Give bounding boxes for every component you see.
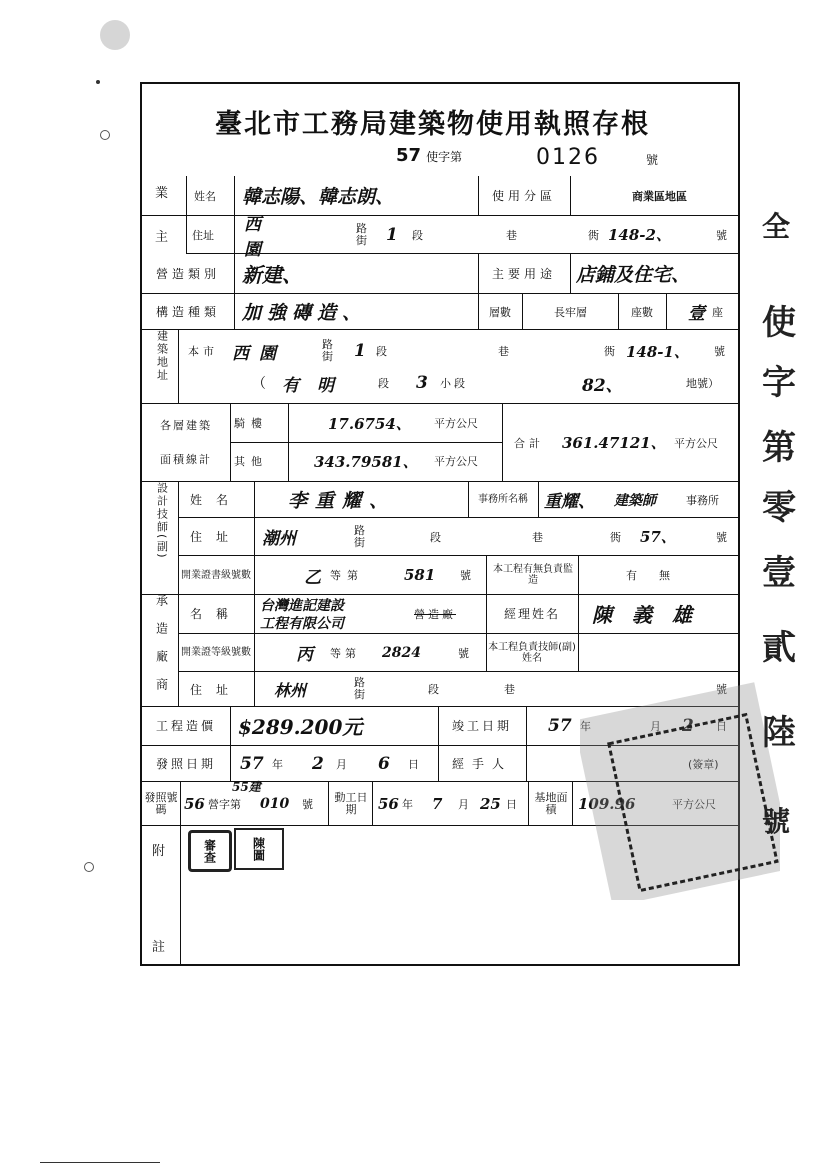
designer-no-label: 號 xyxy=(716,530,727,544)
site-no-label: 號 xyxy=(714,345,725,358)
owner-alley-label: 衖 xyxy=(588,228,599,242)
designer-office: 重耀、 xyxy=(544,492,595,512)
owner-road-label: 路 街 xyxy=(356,221,367,247)
build-permit-year: 56 xyxy=(184,794,205,813)
side-seal-char: 全 xyxy=(762,210,791,243)
completion-year-label: 年 xyxy=(580,719,591,733)
designer-license-label: 開業證書級號數 xyxy=(181,569,251,581)
site-lot-sub-label: 小段 xyxy=(440,377,468,390)
cost-value: $289.200元 xyxy=(238,715,363,739)
site-row xyxy=(142,330,738,404)
site-alley-label: 衖 xyxy=(604,345,615,358)
base-area-unit: 平方公尺 xyxy=(672,797,716,811)
side-seal-char: 號 xyxy=(762,805,791,838)
build-permit-word: 營字第 xyxy=(208,797,241,811)
manager-label: 經理姓名 xyxy=(503,607,560,621)
site-label: 建築地址 xyxy=(155,330,169,382)
main-use-label: 主要用途 xyxy=(491,267,556,281)
start-year: 56 xyxy=(378,794,399,813)
side-seal-char: 零 xyxy=(762,488,796,528)
floors-label: 層數 xyxy=(489,305,511,319)
site-lot-section-label: 段 xyxy=(378,377,389,390)
owner-group-label xyxy=(142,176,186,254)
contractor-license-grade: 丙 xyxy=(296,645,313,665)
side-seal-char: 使 xyxy=(762,303,796,343)
other-value: 343.79581、 xyxy=(314,452,418,471)
permit-suffix: 號 xyxy=(646,153,659,167)
issue-month-label: 月 xyxy=(336,757,347,771)
cost-label: 工程造價 xyxy=(155,719,216,733)
total-value: 361.47121、 xyxy=(562,434,666,452)
start-year-label: 年 xyxy=(402,797,413,811)
contractor-section-label: 段 xyxy=(428,683,439,696)
review-stamp-text: 審查 xyxy=(202,839,217,863)
main-use-value: 店鋪及住宅、 xyxy=(576,264,691,286)
scan-speck xyxy=(100,20,130,50)
contractor-address-label: 住址 xyxy=(189,682,242,697)
units-label: 座數 xyxy=(631,305,653,319)
handler-label: 經手人 xyxy=(451,757,512,771)
construction-type-label: 營造類別 xyxy=(155,267,220,281)
floors-extra: 長牢層 xyxy=(554,305,587,319)
completion-label: 竣工日期 xyxy=(451,719,512,733)
designer-section xyxy=(142,482,738,595)
contractor-name-2: 工程有限公司 xyxy=(260,616,344,632)
remarks-label-top: 附 xyxy=(152,844,166,859)
scan-speck xyxy=(84,862,94,872)
other-unit: 平方公尺 xyxy=(434,455,478,468)
floor-area-label-2: 面積線計 xyxy=(160,453,212,466)
designer-section-label: 段 xyxy=(430,530,441,544)
arcade-unit: 平方公尺 xyxy=(434,417,478,430)
site-district: 西園 xyxy=(232,343,286,364)
site-lot-sub: 3 xyxy=(416,373,428,393)
permit-year: 57 xyxy=(396,145,422,166)
owner-address-label: 住址 xyxy=(192,228,214,242)
site-lot-area: 有明 xyxy=(282,375,352,396)
side-seal-char: 第 xyxy=(762,428,796,468)
designer-road-label: 路 街 xyxy=(354,523,365,549)
contractor-license-label: 開業證等級號數 xyxy=(181,647,251,658)
contractor-address-road: 林州 xyxy=(274,680,307,700)
owner-address-row xyxy=(186,214,738,260)
designer-alley-label: 衖 xyxy=(610,530,621,544)
base-area-value: 109.96 xyxy=(578,794,636,813)
owner-name-label: 姓名 xyxy=(194,189,216,203)
scan-speck xyxy=(96,80,100,84)
issue-year-label: 年 xyxy=(272,757,283,771)
seal-label: (簽章) xyxy=(688,757,719,771)
total-unit: 平方公尺 xyxy=(674,436,718,450)
start-month: 7 xyxy=(432,794,443,813)
owner-section-label: 段 xyxy=(412,228,423,242)
issue-year: 57 xyxy=(240,753,264,774)
scan-speck xyxy=(100,130,110,140)
site-lot-no: 82、 xyxy=(582,375,623,396)
owner-group-text-1: 業 xyxy=(155,186,169,201)
side-seal-char: 陸 xyxy=(762,713,796,753)
construction-type-value: 新建、 xyxy=(242,263,302,287)
designer-supervise-value: 有 無 xyxy=(626,569,670,582)
overlap-seal xyxy=(580,660,780,900)
designer-address-label: 住址 xyxy=(189,530,242,544)
issue-day-label: 日 xyxy=(408,757,419,771)
issue-date-label: 發照日期 xyxy=(155,757,216,771)
designer-address-road: 潮州 xyxy=(262,529,296,549)
designer-address-row xyxy=(178,518,738,556)
remarks-label-bottom: 註 xyxy=(152,940,166,955)
owner-group-text-2: 主 xyxy=(155,230,169,245)
side-seal-char: 貳 xyxy=(762,628,796,668)
side-seal-char: 字 xyxy=(762,363,796,403)
designer-license-suffix: 號 xyxy=(460,569,471,582)
site-lot-label: 地號） xyxy=(686,377,719,390)
owner-address-section: 1 xyxy=(386,224,398,245)
contractor-road-label: 路 街 xyxy=(354,676,365,701)
site-city: 本市 xyxy=(188,345,218,358)
owner-address-no: 148-2、 xyxy=(608,226,671,244)
construction-type-row xyxy=(142,254,738,294)
zone-label: 使用分區 xyxy=(491,189,556,203)
designer-office-suffix: 建築師 xyxy=(614,492,656,509)
base-area-label: 基地面積 xyxy=(534,790,568,816)
owner-address-district: 西園 xyxy=(244,214,285,260)
designer-address-no: 57、 xyxy=(640,528,676,546)
side-seal-char: 壹 xyxy=(762,553,796,593)
build-permit-no-label: 號 xyxy=(302,797,313,811)
structure-label: 構造種類 xyxy=(155,305,220,319)
owner-name: 韓志陽、韓志朗、 xyxy=(242,186,395,208)
contractor-lane-label: 巷 xyxy=(504,683,515,696)
site-section-label: 段 xyxy=(376,345,387,358)
structure-row xyxy=(142,294,738,330)
permit-char-word: 使字第 xyxy=(426,150,463,164)
bottom-line xyxy=(40,1162,160,1163)
designer-office-tail: 事務所 xyxy=(686,493,719,507)
completion-day-label: 日 xyxy=(716,719,727,733)
contractor-group-label: 承造廠商 xyxy=(154,594,169,706)
start-date-label: 動工日期 xyxy=(334,790,368,816)
form-title: 臺北市工務局建築物使用執照存根 xyxy=(215,109,650,140)
designer-license-grade: 乙 xyxy=(304,567,321,588)
owner-lane-label: 巷 xyxy=(506,228,517,242)
designer-license-mid: 等第 xyxy=(330,569,364,582)
site-lot-open: （ xyxy=(252,376,266,392)
site-section: 1 xyxy=(354,341,366,361)
contractor-name-1: 台灣進記建設 xyxy=(260,598,344,614)
zone-value: 商業區地區 xyxy=(632,189,687,203)
floor-area-row xyxy=(142,404,738,482)
designer-license-no: 581 xyxy=(404,566,436,584)
contractor-license-no: 2824 xyxy=(382,644,421,661)
permit-number: 0126 xyxy=(536,145,600,170)
completion-month-label: 月 xyxy=(650,719,661,733)
other-label: 其他 xyxy=(234,455,268,468)
arcade-value: 17.6754、 xyxy=(328,414,411,433)
designer-group-label: 設計技師(副) xyxy=(155,482,169,560)
build-permit-note: 55建 xyxy=(232,779,261,794)
contractor-license-mid: 等第 xyxy=(330,646,360,660)
contractor-no-label: 號 xyxy=(716,683,727,696)
designer-license-row xyxy=(178,556,738,594)
owner-name-row xyxy=(142,176,738,216)
start-day-label: 日 xyxy=(506,797,517,811)
manager-name: 陳義雄 xyxy=(592,603,712,627)
units-unit: 座 xyxy=(712,305,723,319)
contractor-license-suffix: 號 xyxy=(458,646,469,660)
contractor-name-strike: 營造廠 xyxy=(414,607,456,621)
owner-divider xyxy=(186,176,187,254)
designer-name: 李重耀、 xyxy=(288,490,397,512)
designer-office-label: 事務所名稱 xyxy=(478,494,528,505)
start-day: 25 xyxy=(480,794,501,813)
review-stamp xyxy=(188,830,232,872)
site-no: 148-1、 xyxy=(626,342,689,361)
completion-day: 2 xyxy=(682,715,694,736)
total-label: 合計 xyxy=(514,436,544,450)
contractor-name-label: 名稱 xyxy=(189,607,242,621)
contractor-name-row xyxy=(178,594,738,634)
issue-month: 2 xyxy=(312,753,324,774)
issue-day: 6 xyxy=(378,753,390,774)
tech-label: 本工程負責技師(副)姓名 xyxy=(488,641,576,664)
site-lane-label: 巷 xyxy=(498,345,509,358)
units-value: 壹 xyxy=(688,304,705,324)
designer-name-row xyxy=(178,482,738,518)
build-permit-no: 010 xyxy=(260,795,290,812)
arcade-label: 騎樓 xyxy=(234,417,268,430)
structure-value: 加強磚造、 xyxy=(242,302,368,324)
drawing-stamp-text: 陳圖 xyxy=(251,837,266,861)
designer-name-label: 姓名 xyxy=(189,493,242,507)
owner-no-label: 號 xyxy=(716,228,727,242)
build-permit-label: 發照號碼 xyxy=(144,790,178,816)
drawing-stamp xyxy=(234,828,284,870)
floor-area-label-1: 各層建築 xyxy=(160,419,212,432)
completion-year: 57 xyxy=(548,715,572,736)
designer-supervise-label: 本工程有無負責監造 xyxy=(493,564,573,586)
designer-lane-label: 巷 xyxy=(532,530,543,544)
site-road-label: 路 街 xyxy=(322,338,333,363)
start-month-label: 月 xyxy=(458,797,469,811)
